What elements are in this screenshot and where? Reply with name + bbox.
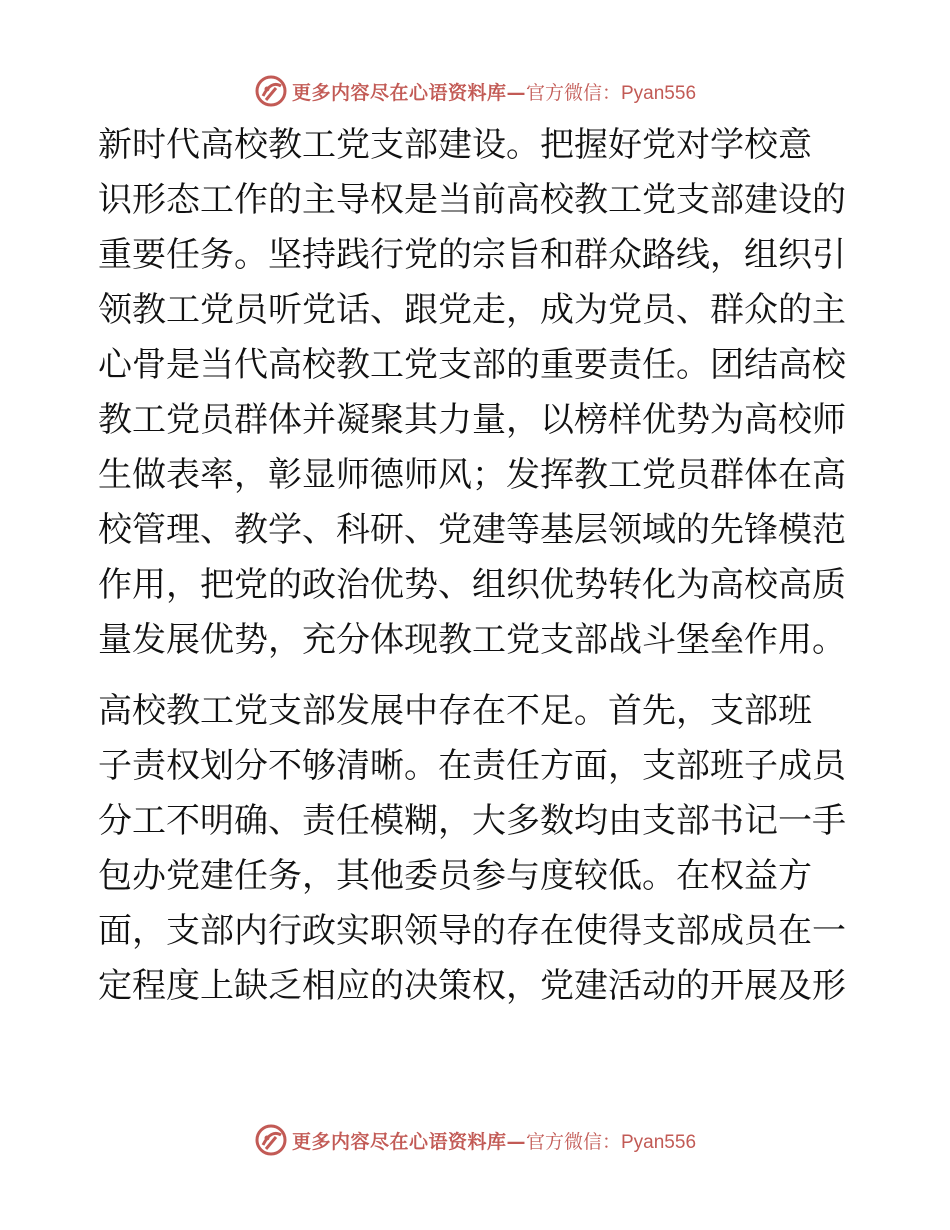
document-body: [98, 118, 850, 1014]
header-watermark: [0, 71, 950, 111]
text-line: 校管理、教学、科研、党建等基层领域的先锋模范: [98, 510, 846, 550]
text-line: 包办党建任务，其他委员参与度较低。在权益方: [98, 856, 812, 896]
watermark-logo-icon: [254, 1123, 288, 1157]
text-line: 量发展优势，充分体现教工党支部战斗堡垒作用。: [98, 620, 846, 660]
text-line: 分工不明确、责任模糊，大多数均由支部书记一手: [98, 801, 846, 841]
text-line: 重要任务。坚持践行党的宗旨和群众路线，组织引: [98, 235, 846, 275]
watermark-text: 更多内容尽在心语资料库—: [291, 1130, 526, 1153]
text-line: 新时代高校教工党支部建设。把握好党对学校意: [98, 125, 812, 165]
paragraph-2: [98, 684, 850, 1014]
text-line: 作用，把党的政治优势、组织优势转化为高校高质: [98, 565, 846, 605]
watermark-logo-icon: [254, 74, 288, 108]
text-line: 子责权划分不够清晰。在责任方面，支部班子成员: [98, 746, 846, 786]
paragraph-1: [98, 118, 850, 668]
text-line: 面，支部内行政实职领导的存在使得支部成员在一: [98, 911, 846, 951]
footer-watermark: [0, 1120, 950, 1160]
watermark-wechat: 官方微信：Pyan556: [526, 82, 697, 104]
watermark-text: 更多内容尽在心语资料库—: [291, 81, 526, 104]
text-line: 高校教工党支部发展中存在不足。首先，支部班: [98, 691, 812, 731]
watermark-wechat: 官方微信：Pyan556: [526, 1131, 697, 1153]
text-line: 领教工党员听党话、跟党走，成为党员、群众的主: [98, 290, 846, 330]
text-line: 识形态工作的主导权是当前高校教工党支部建设的: [98, 180, 846, 220]
text-line: 心骨是当代高校教工党支部的重要责任。团结高校: [98, 345, 846, 385]
text-line: 生做表率，彰显师德师风；发挥教工党员群体在高: [98, 455, 846, 495]
text-line: 定程度上缺乏相应的决策权，党建活动的开展及形: [98, 966, 846, 1006]
text-line: 教工党员群体并凝聚其力量，以榜样优势为高校师: [98, 400, 846, 440]
